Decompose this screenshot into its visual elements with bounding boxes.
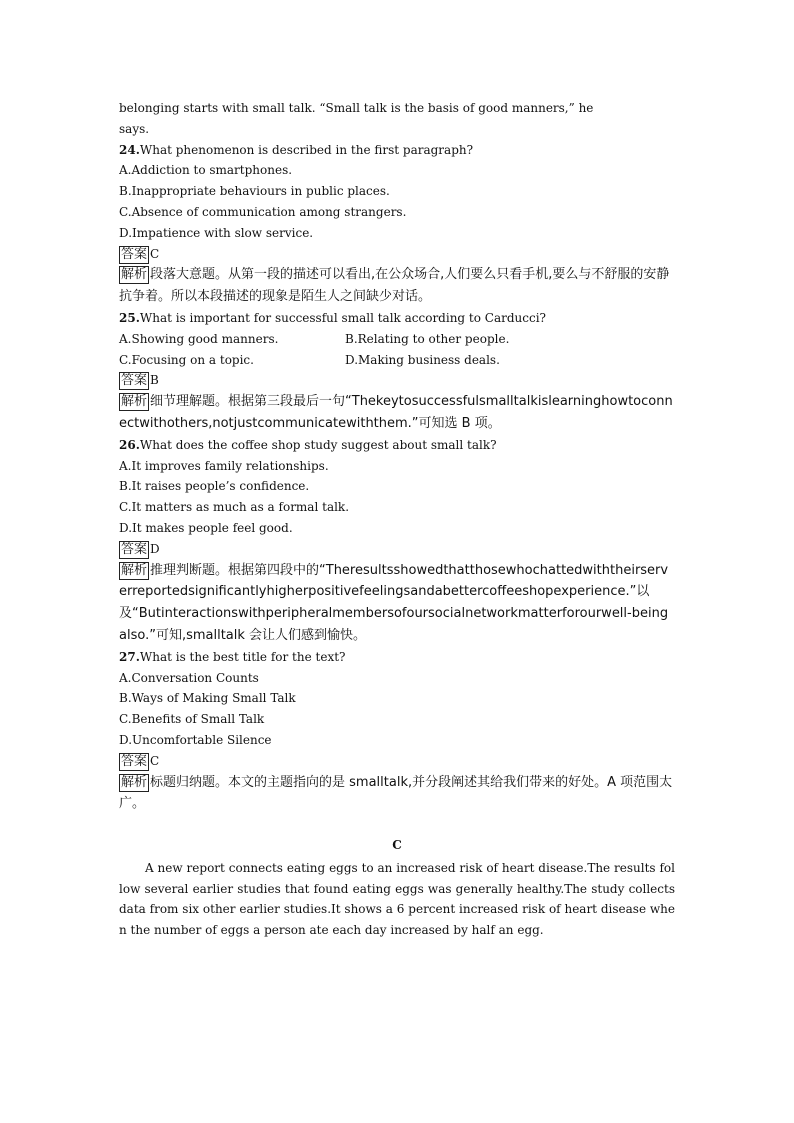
option-a: A.Showing good manners. — [119, 331, 279, 346]
passage-paragraph: A new report connects eating eggs to an increased risk of heart disease.The results follow several earlier studies that found eating eggs was generally healthy.The study collects data from six other earlier studies.It shows a 6 percent increased risk of heart disease when the number of eggs a person ate each day increased by half an egg. — [119, 860, 675, 938]
analysis-line — [119, 560, 675, 647]
document-page — [119, 98, 675, 941]
question-24 — [119, 140, 675, 308]
question-number: 25. — [119, 310, 140, 325]
option-b: B.Ways of Making Small Talk — [119, 691, 296, 706]
option-a: A.Conversation Counts — [119, 670, 259, 685]
analysis-tag: 解析 — [121, 267, 148, 283]
answer-tag: 答案 — [121, 541, 148, 557]
options-row — [119, 329, 675, 350]
question-stem — [119, 308, 675, 329]
passage-text: belonging starts with small talk. “Small talk is the basis of good manners,” he — [119, 101, 594, 115]
option-d: D.Uncomfortable Silence — [119, 732, 272, 747]
option-d: D.Impatience with slow service. — [119, 225, 314, 240]
answer-line — [119, 370, 675, 391]
answer-line — [119, 539, 675, 560]
analysis-line — [119, 391, 675, 435]
analysis-tag: 解析 — [121, 774, 148, 790]
question-text: What does the coffee shop study suggest about small talk? — [139, 437, 497, 452]
analysis-tag: 解析 — [121, 562, 148, 578]
question-25 — [119, 308, 675, 435]
passage-text: says. — [119, 121, 150, 136]
option-c: C.Absence of communication among strangers. — [119, 204, 407, 219]
answer-value: C — [150, 246, 160, 261]
option-c: C.Benefits of Small Talk — [119, 712, 265, 727]
analysis-text: 细节理解题。根据第三段最后一句“Thekeytosuccessfulsmalltalkislearninghowtoconnectwithothers,notjustcommunicatewiththem.”可知选 B 项。 — [119, 394, 673, 431]
answer-value: B — [150, 373, 159, 388]
option-d: D.It makes people feel good. — [119, 520, 293, 535]
question-text: What is important for successful small talk according to Carducci? — [139, 310, 546, 325]
answer-value: D — [150, 541, 160, 556]
analysis-line — [119, 772, 675, 816]
option-d: D.Making business deals. — [345, 352, 500, 367]
section-heading: C — [392, 838, 402, 853]
option-a: A.Addiction to smartphones. — [119, 163, 293, 178]
answer-value: C — [150, 753, 160, 768]
analysis-text: 段落大意题。从第一段的描述可以看出,在公众场合,人们要么只看手机,要么与不舒服的安静抗争着。所以本段描述的现象是陌生人之间缺少对话。 — [119, 267, 670, 305]
answer-line — [119, 751, 675, 772]
answer-tag: 答案 — [121, 753, 148, 769]
answer-tag: 答案 — [121, 246, 148, 262]
options-row — [119, 350, 675, 371]
answer-line — [119, 244, 675, 265]
analysis-line — [119, 264, 675, 308]
option-c: C.It matters as much as a formal talk. — [119, 500, 350, 515]
option-c: C.Focusing on a topic. — [119, 352, 254, 367]
option-b: B.Inappropriate behaviours in public places. — [119, 184, 390, 199]
analysis-text: 标题归纳题。本文的主题指向的是 smalltalk,并分段阐述其给我们带来的好处。A 项范围太广。 — [119, 774, 673, 812]
question-number: 26. — [119, 437, 140, 452]
question-stem — [119, 140, 675, 161]
answer-tag: 答案 — [121, 373, 148, 389]
question-stem — [119, 647, 675, 668]
question-text: What phenomenon is described in the first paragraph? — [139, 142, 474, 157]
question-text: What is the best title for the text? — [139, 649, 346, 664]
analysis-tag: 解析 — [121, 394, 148, 410]
option-b: B.It raises people’s confidence. — [119, 479, 310, 494]
option-a: A.It improves family relationships. — [119, 458, 329, 473]
question-27 — [119, 647, 675, 815]
question-number: 27. — [119, 649, 140, 664]
analysis-text: 推理判断题。根据第四段中的“Theresultsshowedthatthosewhochattedwiththeirserverreportedsignificantlyhigherpositivefeelingsandabettercoffeeshopexperience.”以及“Butinteractionswithperipheralmembersofoursocialnetworkmatterforourwell-beingalso.”可知,smalltalk 会让人们感到愉快。 — [119, 562, 669, 643]
option-b: B.Relating to other people. — [345, 331, 510, 346]
question-26 — [119, 435, 675, 647]
question-number: 24. — [119, 142, 140, 157]
question-stem — [119, 435, 675, 456]
